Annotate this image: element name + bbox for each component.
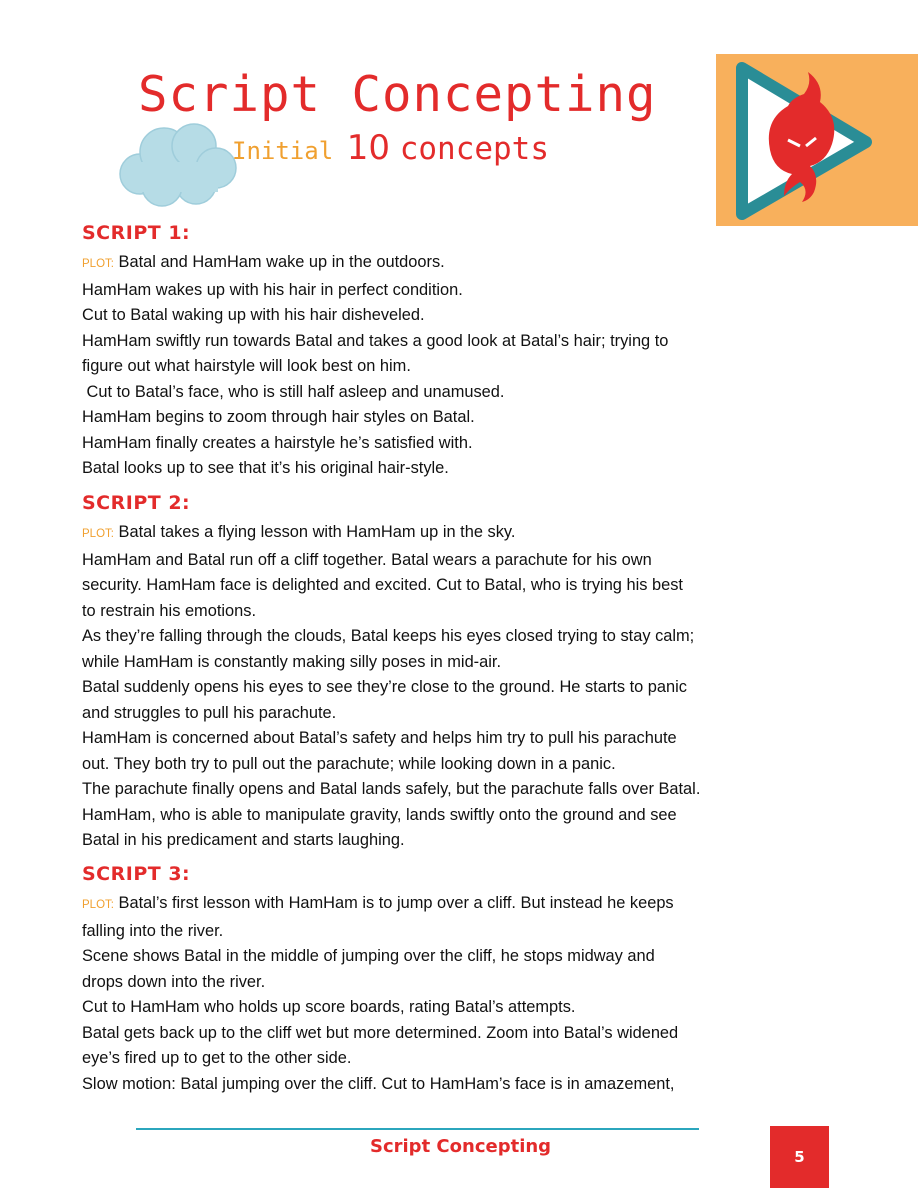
logo — [716, 54, 918, 226]
script-line: HamHam is concerned about Batal’s safety and helps him try to pull his parachute — [82, 729, 677, 747]
script-line: falling into the river. — [82, 921, 224, 940]
script-line: Cut to HamHam who holds up score boards, rating Batal’s attempts. — [82, 998, 576, 1016]
script-line: HamHam swiftly run towards Batal and takes a good look at Batal’s hair; trying to — [82, 331, 669, 350]
subtitle-concepts: concepts — [399, 131, 550, 167]
script-line: Batal looks up to see that it’s his original hair-style. — [82, 459, 449, 477]
cloud-icon — [112, 118, 240, 210]
script-line: figure out what hairstyle will look best on him. — [82, 357, 411, 375]
subtitle-number: 10 — [346, 128, 391, 168]
plot-line — [82, 891, 782, 919]
script-heading: SCRIPT 1: — [82, 222, 191, 244]
plot-label: PLOT: — [82, 258, 114, 270]
script-line: and struggles to pull his parachute. — [82, 703, 337, 722]
script-line: Batal’s first lesson with HamHam is to jump over a cliff. But instead he keeps — [118, 894, 674, 912]
script-line: out. They both try to pull out the parachute; while looking down in a panic. — [82, 754, 616, 773]
script-line: HamHam finally creates a hairstyle he’s satisfied with. — [82, 433, 473, 452]
script-3-section — [82, 863, 782, 1097]
script-line: to restrain his emotions. — [82, 601, 256, 620]
script-heading: SCRIPT 3: — [82, 863, 191, 885]
script-2-section — [82, 492, 782, 854]
script-line: Slow motion: Batal jumping over the cliff. Cut to HamHam’s face is in amazement, — [82, 1074, 675, 1093]
script-line: HamHam and Batal run off a cliff together. Batal wears a parachute for his own — [82, 550, 652, 569]
page-title: Script Concepting — [138, 66, 657, 123]
script-line: Batal gets back up to the cliff wet but more determined. Zoom into Batal’s widened — [82, 1023, 679, 1042]
script-line: eye’s fired up to get to the other side. — [82, 1049, 352, 1067]
script-line: Cut to Batal’s face, who is still half asleep and unamused. — [82, 382, 505, 401]
script-line: security. HamHam face is delighted and excited. Cut to Batal, who is trying his best — [82, 576, 683, 594]
script-line: HamHam begins to zoom through hair styles on Batal. — [82, 408, 475, 426]
footer-title: Script Concepting — [370, 1136, 552, 1157]
script-line: drops down into the river. — [82, 972, 266, 991]
script-line: while HamHam is constantly making silly poses in mid-air. — [82, 652, 502, 671]
script-heading: SCRIPT 2: — [82, 492, 191, 514]
plot-label: PLOT: — [82, 528, 114, 540]
script-line: Cut to Batal waking up with his hair disheveled. — [82, 306, 425, 324]
footer-divider — [136, 1128, 699, 1130]
page-number: 5 — [794, 1148, 805, 1166]
script-line: Batal in his predicament and starts laughing. — [82, 831, 405, 849]
script-line: Batal and HamHam wake up in the outdoors. — [118, 253, 445, 271]
script-line: HamHam, who is able to manipulate gravity, lands swiftly onto the ground and see — [82, 805, 677, 824]
script-line: Scene shows Batal in the middle of jumping over the cliff, he stops midway and — [82, 947, 655, 965]
script-line: The parachute finally opens and Batal lands safely, but the parachute falls over Batal. — [82, 780, 701, 798]
page-number-badge — [770, 1126, 829, 1188]
script-line: Batal takes a flying lesson with HamHam up in the sky. — [118, 523, 516, 541]
plot-label: PLOT: — [82, 899, 114, 911]
plot-line — [82, 250, 782, 278]
plot-line — [82, 520, 782, 548]
script-line: As they’re falling through the clouds, Batal keeps his eyes closed trying to stay calm; — [82, 627, 695, 645]
play-mascot-logo-icon — [716, 54, 918, 226]
script-1-section — [82, 222, 782, 482]
script-line: Batal suddenly opens his eyes to see they’re close to the ground. He starts to panic — [82, 678, 687, 696]
page-subtitle — [232, 128, 549, 168]
subtitle-initial: Initial — [232, 137, 334, 165]
script-line: HamHam wakes up with his hair in perfect condition. — [82, 280, 463, 299]
